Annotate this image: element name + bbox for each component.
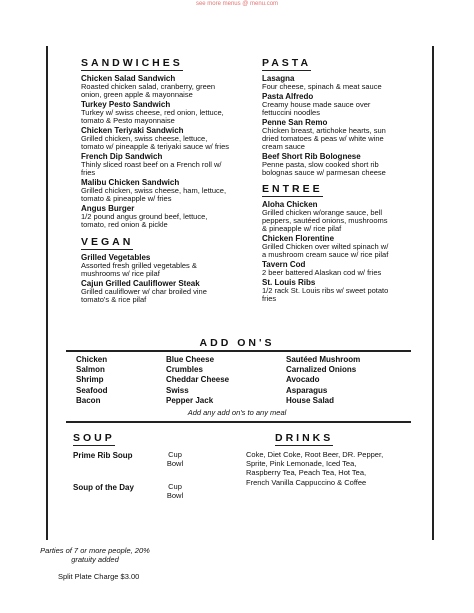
soup-item-name: Prime Rib Soup [73, 451, 133, 460]
item-description: Assorted fresh grilled vegetables & mushrooms w/ rice pilaf [81, 261, 197, 278]
entree-heading: ENTREE [262, 183, 323, 195]
menu-item [262, 260, 392, 277]
item-name: Angus Burger [81, 204, 135, 213]
addon-item: Salmon [76, 365, 105, 375]
addons-divider [66, 350, 411, 352]
item-name: Cajun Grilled Cauliflower Steak [81, 279, 200, 288]
menu-item [81, 204, 231, 229]
menu-item [81, 126, 231, 151]
menu-item [81, 74, 231, 99]
split-plate-charge: Split Plate Charge $3.00 [58, 572, 140, 581]
menu-item [262, 234, 392, 259]
addon-item: Bacon [76, 395, 101, 405]
item-description: Thinly sliced roast beef on a French roll w/ fries [81, 160, 222, 177]
pasta-section [262, 57, 392, 304]
frame-left-border [46, 46, 48, 540]
item-description: Chicken breast, artichoke hearts, sun dried tomatoes & peas w/ white wine cream sauce [262, 126, 386, 151]
menu-item [81, 152, 231, 177]
addon-item: Shrimp [76, 375, 104, 385]
item-description: 1/2 rack St. Louis ribs w/ sweet potato fries [262, 286, 389, 303]
soup-size-cup: Cup [168, 450, 182, 459]
drinks-heading: DRINKS [275, 432, 334, 444]
sandwiches-heading: SANDWICHES [81, 57, 183, 69]
soup-size-bowl: Bowl [166, 459, 184, 468]
item-name: Penne San Remo [262, 118, 328, 127]
addon-item: Avocado [286, 375, 320, 385]
item-name: Grilled Vegetables [81, 253, 151, 262]
soup-divider [66, 421, 411, 423]
menu-item [81, 279, 231, 304]
soup-item-name: Soup of the Day [73, 483, 134, 492]
item-name: Chicken Salad Sandwich [81, 74, 176, 83]
item-description: Grilled chicken, swiss cheese, ham, lettuce, tomato & pineapple w/ fries [81, 186, 227, 203]
addon-item: Seafood [76, 385, 108, 395]
item-description: 2 beer battered Alaskan cod w/ fries [262, 268, 382, 277]
addon-item: Chicken [76, 355, 108, 364]
soup-size-bowl: Bowl [166, 491, 184, 500]
item-name: Malibu Chicken Sandwich [81, 178, 180, 187]
soup-item-sizes [160, 482, 190, 500]
item-name: Lasagna [262, 74, 295, 83]
item-name: French Dip Sandwich [81, 152, 163, 161]
addons-column-sides [286, 355, 360, 406]
item-name: Turkey Pesto Sandwich [81, 100, 171, 109]
addon-item: Asparagus [286, 385, 328, 395]
item-description: Roasted chicken salad, cranberry, green onion, green apple & mayonnaise [81, 82, 216, 99]
menu-item [81, 253, 231, 278]
item-name: St. Louis Ribs [262, 278, 316, 287]
party-gratuity-note: Parties of 7 or more people, 20% gratuity added [40, 546, 150, 564]
item-name: Chicken Florentine [262, 234, 335, 243]
menu-item [262, 278, 392, 303]
item-name: Pasta Alfredo [262, 92, 314, 101]
item-description: Grilled Chicken over wilted spinach w/ a mushroom cream sauce w/ rice pilaf [262, 242, 389, 259]
item-description: 1/2 pound angus ground beef, lettuce, tomato, red onion & pickle [81, 212, 208, 229]
drinks-list: Coke, Diet Coke, Root Beer, DR. Pepper, Sprite, Pink Lemonade, Iced Tea, Raspberry Tea, Peach Tea, Hot Tea, French Vanilla Cappuccino & Coffee [246, 450, 384, 487]
pasta-heading: PASTA [262, 57, 312, 69]
item-description: Turkey w/ swiss cheese, red onion, lettuce, tomato & Pesto mayonnaise [81, 108, 224, 125]
addon-item: Cheddar Cheese [166, 375, 230, 385]
menu-item [262, 118, 392, 151]
vegan-heading: VEGAN [81, 236, 134, 248]
item-name: Chicken Teriyaki Sandwich [81, 126, 184, 135]
addon-item: Blue Cheese Crumbles [166, 355, 215, 375]
addon-item: House Salad [286, 395, 335, 405]
addons-column-proteins [76, 355, 108, 406]
item-description: Grilled chicken w/orange sauce, bell peppers, sautéed onions, mushrooms & pineapple w/ rice pilaf [262, 208, 388, 233]
watermark: see more menus @ menu.com [195, 1, 279, 7]
menu-item [81, 100, 231, 125]
item-description: Penne pasta, slow cooked short rib bolognas sauce w/ parmesan cheese [262, 160, 386, 177]
addons-note: Add any add on's to any meal [187, 408, 287, 417]
soup-size-cup: Cup [168, 482, 182, 491]
item-name: Beef Short Rib Bolognese [262, 152, 361, 161]
menu-item [262, 92, 392, 117]
frame-right-border [432, 46, 434, 540]
addon-item: Swiss [166, 385, 189, 395]
item-name: Tavern Cod [262, 260, 306, 269]
soup-item-sizes [160, 450, 190, 468]
addons-column-cheeses [166, 355, 246, 406]
sandwiches-section [81, 57, 231, 305]
addon-item: Sautéed Mushroom [286, 355, 361, 364]
addon-item: Pepper Jack [166, 395, 214, 405]
item-description: Creamy house made sauce over fettuccini noodles [262, 100, 371, 117]
addon-item: Carnalized Onions [286, 365, 357, 375]
menu-item [81, 178, 231, 203]
menu-item [262, 200, 392, 233]
item-description: Four cheese, spinach & meat sauce [262, 82, 382, 91]
menu-item [262, 152, 392, 177]
item-description: Grilled chicken, swiss cheese, lettuce, tomato w/ pineapple & teriyaki sauce w/ fries [81, 134, 229, 151]
menu-item [262, 74, 392, 91]
soup-heading: SOUP [73, 432, 115, 444]
item-description: Grilled cauliflower w/ char broiled vine tomato's & rice pilaf [81, 287, 207, 304]
addons-heading: ADD ON'S [199, 337, 275, 349]
item-name: Aloha Chicken [262, 200, 318, 209]
